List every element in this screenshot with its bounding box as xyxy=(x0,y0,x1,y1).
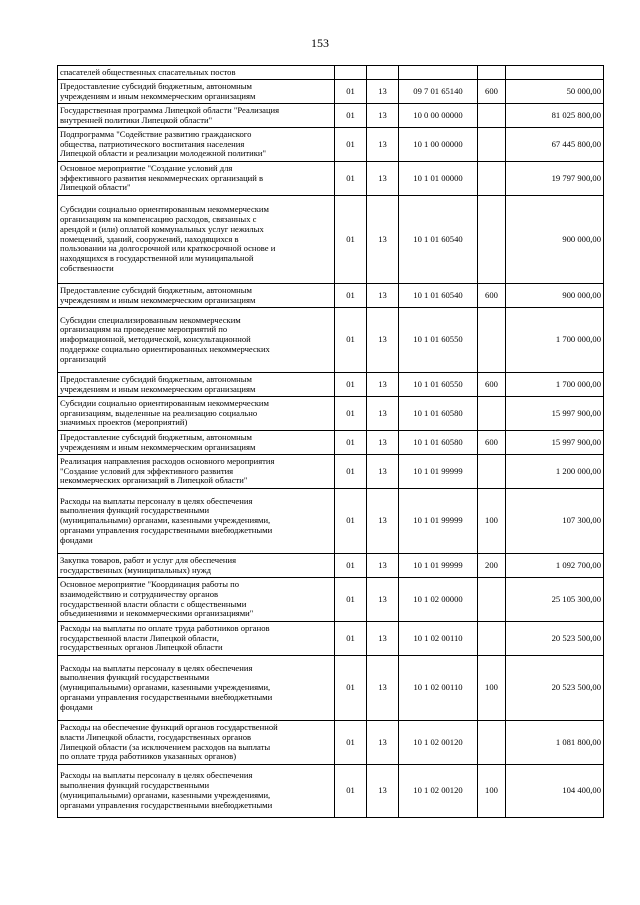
cell-subsection: 13 xyxy=(367,196,399,284)
cell-subsection: 13 xyxy=(367,455,399,489)
table-row xyxy=(58,373,604,397)
cell-section: 01 xyxy=(335,721,367,765)
cell-name: Реализация направления расходов основного мероприятия "Создание условий для эффективного развития некоммерческих организаций в Липецкой области" xyxy=(58,455,335,489)
table-row xyxy=(58,308,604,373)
table-row xyxy=(58,721,604,765)
budget-table-body xyxy=(58,66,604,818)
cell-subsection: 13 xyxy=(367,554,399,578)
cell-section: 01 xyxy=(335,656,367,721)
cell-section: 01 xyxy=(335,455,367,489)
cell-expense-type xyxy=(478,721,506,765)
cell-target-article: 10 1 01 99999 xyxy=(399,455,478,489)
table-row xyxy=(58,80,604,104)
cell-section: 01 xyxy=(335,554,367,578)
cell-name: Субсидии специализированным некоммерческим организациям на проведение мероприятий по информационной, методической, консультационной поддержке социально ориентированных некоммерческих организаций xyxy=(58,308,335,373)
cell-subsection: 13 xyxy=(367,308,399,373)
cell-expense-type: 600 xyxy=(478,284,506,308)
table-row xyxy=(58,128,604,162)
cell-section: 01 xyxy=(335,284,367,308)
table-row xyxy=(58,765,604,818)
cell-amount: 1 200 000,00 xyxy=(506,455,604,489)
cell-amount: 50 000,00 xyxy=(506,80,604,104)
cell-amount: 1 700 000,00 xyxy=(506,308,604,373)
cell-target-article: 10 1 02 00110 xyxy=(399,622,478,656)
table-row xyxy=(58,554,604,578)
cell-section: 01 xyxy=(335,162,367,196)
table-row xyxy=(58,104,604,128)
cell-name: Основное мероприятие "Создание условий для эффективного развития некоммерческих организаций в Липецкой области" xyxy=(58,162,335,196)
table-row xyxy=(58,656,604,721)
cell-amount: 1 092 700,00 xyxy=(506,554,604,578)
cell-amount xyxy=(506,66,604,80)
cell-name: Закупка товаров, работ и услуг для обеспечения государственных (муниципальных) нужд xyxy=(58,554,335,578)
cell-amount: 15 997 900,00 xyxy=(506,431,604,455)
cell-target-article: 10 1 01 60540 xyxy=(399,284,478,308)
cell-name: Предоставление субсидий бюджетным, автономным учреждениям и иным некоммерческим организациям xyxy=(58,284,335,308)
cell-section: 01 xyxy=(335,128,367,162)
table-row xyxy=(58,489,604,554)
cell-expense-type: 200 xyxy=(478,554,506,578)
cell-amount: 19 797 900,00 xyxy=(506,162,604,196)
cell-target-article xyxy=(399,66,478,80)
cell-target-article: 10 1 00 00000 xyxy=(399,128,478,162)
table-row xyxy=(58,66,604,80)
table-row xyxy=(58,431,604,455)
cell-subsection: 13 xyxy=(367,721,399,765)
cell-expense-type xyxy=(478,128,506,162)
cell-section: 01 xyxy=(335,578,367,622)
cell-name: Расходы на выплаты персоналу в целях обеспечения выполнения функций государственными (муниципальными) органами, казенными учреждениями, органами управления государственными внебюджетными фондами xyxy=(58,656,335,721)
cell-target-article: 09 7 01 65140 xyxy=(399,80,478,104)
cell-name: спасателей общественных спасательных постов xyxy=(58,66,335,80)
cell-target-article: 10 1 02 00110 xyxy=(399,656,478,721)
cell-name: Подпрограмма "Содействие развитию гражданского общества, патриотического воспитания населения Липецкой области и реализации молодежной политики" xyxy=(58,128,335,162)
cell-name: Расходы на выплаты персоналу в целях обеспечения выполнения функций государственными (муниципальными) органами, казенными учреждениями, органами управления государственными внебюджетными xyxy=(58,765,335,818)
cell-subsection: 13 xyxy=(367,431,399,455)
cell-amount: 104 400,00 xyxy=(506,765,604,818)
cell-section: 01 xyxy=(335,373,367,397)
cell-target-article: 10 1 01 99999 xyxy=(399,489,478,554)
table-row xyxy=(58,622,604,656)
cell-section: 01 xyxy=(335,308,367,373)
cell-amount: 20 523 500,00 xyxy=(506,656,604,721)
cell-expense-type xyxy=(478,397,506,431)
cell-amount: 1 700 000,00 xyxy=(506,373,604,397)
cell-target-article: 10 0 00 00000 xyxy=(399,104,478,128)
cell-subsection: 13 xyxy=(367,104,399,128)
cell-subsection: 13 xyxy=(367,578,399,622)
cell-expense-type xyxy=(478,196,506,284)
cell-amount: 25 105 300,00 xyxy=(506,578,604,622)
cell-subsection: 13 xyxy=(367,397,399,431)
cell-expense-type xyxy=(478,622,506,656)
cell-subsection: 13 xyxy=(367,622,399,656)
cell-section: 01 xyxy=(335,489,367,554)
cell-amount: 15 997 900,00 xyxy=(506,397,604,431)
cell-name: Расходы на выплаты персоналу в целях обеспечения выполнения функций государственными (муниципальными) органами, казенными учреждениями, органами управления государственными внебюджетными фондами xyxy=(58,489,335,554)
cell-name: Основное мероприятие "Координация работы по взаимодействию и сотрудничеству органов государственной власти области с общественными объединениями и некоммерческими организациями" xyxy=(58,578,335,622)
cell-subsection: 13 xyxy=(367,128,399,162)
cell-subsection: 13 xyxy=(367,765,399,818)
cell-target-article: 10 1 01 60540 xyxy=(399,196,478,284)
cell-name: Расходы на обеспечение функций органов государственной власти Липецкой области, государственных органов Липецкой области (за исключением расходов на выплаты по оплате труда работников указанных органов) xyxy=(58,721,335,765)
cell-expense-type xyxy=(478,578,506,622)
cell-amount: 107 300,00 xyxy=(506,489,604,554)
table-row xyxy=(58,196,604,284)
cell-amount: 1 081 800,00 xyxy=(506,721,604,765)
cell-amount: 20 523 500,00 xyxy=(506,622,604,656)
page-number: 153 xyxy=(311,36,329,50)
cell-target-article: 10 1 01 60550 xyxy=(399,308,478,373)
cell-subsection: 13 xyxy=(367,284,399,308)
cell-section: 01 xyxy=(335,765,367,818)
cell-target-article: 10 1 01 60550 xyxy=(399,373,478,397)
cell-expense-type: 100 xyxy=(478,656,506,721)
table-row xyxy=(58,284,604,308)
cell-name: Субсидии социально ориентированным некоммерческим организациям, выделенные на реализацию социально значимых проектов (мероприятий) xyxy=(58,397,335,431)
cell-target-article: 10 1 02 00120 xyxy=(399,721,478,765)
cell-name: Расходы на выплаты по оплате труда работников органов государственной власти Липецкой области, государственных органов Липецкой области xyxy=(58,622,335,656)
cell-amount: 900 000,00 xyxy=(506,284,604,308)
cell-expense-type: 600 xyxy=(478,431,506,455)
cell-target-article: 10 1 02 00000 xyxy=(399,578,478,622)
cell-amount: 900 000,00 xyxy=(506,196,604,284)
cell-section: 01 xyxy=(335,397,367,431)
cell-section: 01 xyxy=(335,104,367,128)
table-row xyxy=(58,162,604,196)
cell-expense-type: 100 xyxy=(478,489,506,554)
cell-expense-type xyxy=(478,455,506,489)
cell-subsection: 13 xyxy=(367,80,399,104)
budget-table xyxy=(57,65,604,818)
cell-section: 01 xyxy=(335,622,367,656)
cell-target-article: 10 1 01 60580 xyxy=(399,431,478,455)
cell-expense-type xyxy=(478,66,506,80)
cell-expense-type xyxy=(478,162,506,196)
cell-target-article: 10 1 01 60580 xyxy=(399,397,478,431)
cell-expense-type xyxy=(478,308,506,373)
cell-expense-type: 600 xyxy=(478,373,506,397)
cell-amount: 67 445 800,00 xyxy=(506,128,604,162)
cell-target-article: 10 1 01 99999 xyxy=(399,554,478,578)
cell-name: Предоставление субсидий бюджетным, автономным учреждениям и иным некоммерческим организациям xyxy=(58,373,335,397)
cell-name: Субсидии социально ориентированным некоммерческим организациям на компенсацию расходов, связанных с арендой и (или) оплатой коммунальных услуг нежилых помещений, зданий, сооружений, находящихся в пользовании на долгосрочной или краткосрочной основе и находящихся в государственной или муниципальной собственности xyxy=(58,196,335,284)
cell-target-article: 10 1 01 00000 xyxy=(399,162,478,196)
cell-name: Предоставление субсидий бюджетным, автономным учреждениям и иным некоммерческим организациям xyxy=(58,80,335,104)
table-row xyxy=(58,455,604,489)
cell-subsection: 13 xyxy=(367,489,399,554)
cell-subsection: 13 xyxy=(367,162,399,196)
cell-name: Государственная программа Липецкой области "Реализация внутренней политики Липецкой области" xyxy=(58,104,335,128)
cell-subsection: 13 xyxy=(367,373,399,397)
cell-subsection: 13 xyxy=(367,656,399,721)
cell-target-article: 10 1 02 00120 xyxy=(399,765,478,818)
cell-section: 01 xyxy=(335,431,367,455)
cell-name: Предоставление субсидий бюджетным, автономным учреждениям и иным некоммерческим организациям xyxy=(58,431,335,455)
cell-section: 01 xyxy=(335,80,367,104)
cell-subsection xyxy=(367,66,399,80)
cell-amount: 81 025 800,00 xyxy=(506,104,604,128)
cell-expense-type xyxy=(478,104,506,128)
cell-section: 01 xyxy=(335,196,367,284)
cell-section xyxy=(335,66,367,80)
cell-expense-type: 100 xyxy=(478,765,506,818)
cell-expense-type: 600 xyxy=(478,80,506,104)
table-row xyxy=(58,578,604,622)
table-row xyxy=(58,397,604,431)
